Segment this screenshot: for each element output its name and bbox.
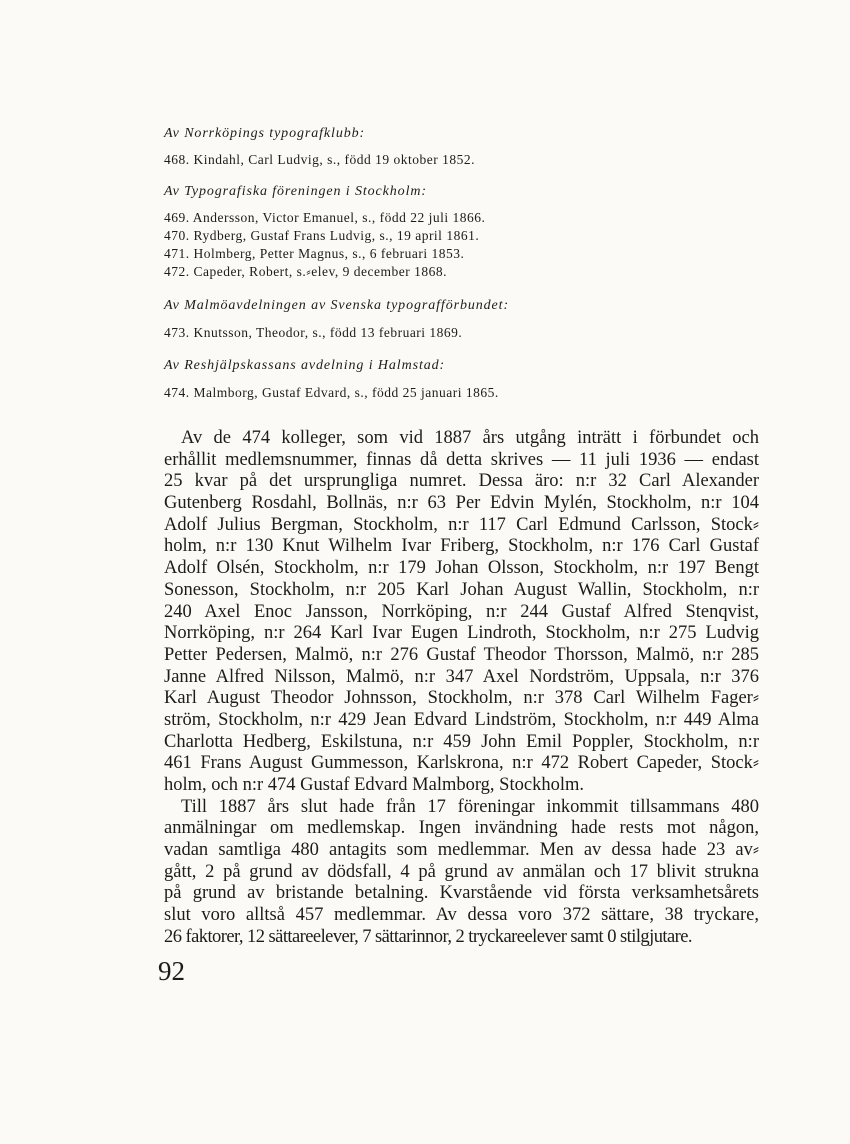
paragraph-line: holm, och n:r 474 Gustaf Edvard Malmborg, Stockholm. [164,775,584,795]
section-heading-stockholm: Av Typografiska föreningen i Stockholm: [164,184,427,199]
paragraph-line: vadan samtliga 480 antagits som medlemmar. Men av dessa hade 23 av⸗ [164,840,759,861]
paragraph-line: holm, n:r 130 Knut Wilhelm Ivar Friberg, Stockholm, n:r 176 Carl Gustaf [164,536,759,557]
section-heading-halmstad: Av Reshjälpskassans avdelning i Halmstad: [164,358,446,373]
member-entry-473: 473. Knutsson, Theodor, s., född 13 februari 1869. [164,325,463,340]
member-entry-474: 474. Malmborg, Gustaf Edvard, s., född 25 januari 1865. [164,385,499,400]
paragraph-line: Sonesson, Stockholm, n:r 205 Karl Johan August Wallin, Stockholm, n:r [164,579,759,600]
paragraph-line: Adolf Olsén, Stockholm, n:r 179 Johan Olsson, Stockholm, n:r 197 Bengt [164,558,759,579]
page-number: 92 [158,956,185,986]
section-heading-norrkoping: Av Norrköpings typografklubb: [164,126,366,141]
paragraph-year-end-summary [164,797,759,949]
body-text [164,428,759,949]
paragraph-line: Av de 474 kolleger, som vid 1887 års utgång inträtt i förbundet och [181,428,759,448]
member-entry-469: 469. Andersson, Victor Emanuel, s., född 22 juli 1866. [164,210,486,225]
paragraph-line: erhållit medlemsnummer, finnas då detta skrives — 11 juli 1936 — endast [164,449,759,470]
member-entry-472: 472. Capeder, Robert, s.⸗elev, 9 december 1868. [164,264,447,279]
paragraph-line: Charlotta Hedberg, Eskilstuna, n:r 459 John Emil Poppler, Stockholm, n:r [164,731,759,752]
paragraph-line: ström, Stockholm, n:r 429 Jean Edvard Lindström, Stockholm, n:r 449 Alma [164,709,759,730]
member-entry-470: 470. Rydberg, Gustaf Frans Ludvig, s., 19 april 1861. [164,228,480,243]
paragraph-line: 461 Frans August Gummesson, Karlskrona, n:r 472 Robert Capeder, Stock⸗ [164,753,759,774]
paragraph-line: Adolf Julius Bergman, Stockholm, n:r 117 Carl Edmund Carlsson, Stock⸗ [164,514,759,535]
paragraph-line: Till 1887 års slut hade från 17 föreningar inkommit tillsammans 480 [181,796,759,817]
member-entry-471: 471. Holmberg, Petter Magnus, s., 6 februari 1853. [164,246,465,261]
section-heading-malmo: Av Malmöavdelningen av Svenska typografförbundet: [164,298,510,313]
paragraph-line: Gutenberg Rosdahl, Bollnäs, n:r 63 Per Edvin Mylén, Stockholm, n:r 104 [164,493,759,514]
paragraph-line: gått, 2 på grund av dödsfall, 4 på grund av anmälan och 17 blivit strukna [164,861,759,882]
paragraph-line: Karl August Theodor Johnsson, Stockholm, n:r 378 Carl Wilhelm Fager⸗ [164,688,759,709]
paragraph-line: anmälningar om medlemskap. Ingen invändning hade rests mot någon, [164,818,759,839]
paragraph-remaining-members [164,428,759,797]
paragraph-line: Janne Alfred Nilsson, Malmö, n:r 347 Axel Nordström, Uppsala, n:r 376 [164,666,759,687]
paragraph-line: Norrköping, n:r 264 Karl Ivar Eugen Lindroth, Stockholm, n:r 275 Ludvig [164,623,759,644]
member-entry-468: 468. Kindahl, Carl Ludvig, s., född 19 oktober 1852. [164,152,475,167]
paragraph-line: Petter Pedersen, Malmö, n:r 276 Gustaf Theodor Thorsson, Malmö, n:r 285 [164,644,759,665]
paragraph-line: på grund av bristande betalning. Kvarstående vid första verksamhetsårets [164,883,759,904]
paragraph-line: 240 Axel Enoc Jansson, Norrköping, n:r 244 Gustaf Alfred Stenqvist, [164,601,759,622]
paragraph-line: 25 kvar på det ursprungliga numret. Dessa äro: n:r 32 Carl Alexander [164,471,759,492]
paragraph-line: 26 faktorer, 12 sättareelever, 7 sättarinnor, 2 tryckareelever samt 0 stilgjutare. [164,926,692,947]
paragraph-line: slut voro alltså 457 medlemmar. Av dessa voro 372 sättare, 38 tryckare, [164,905,759,926]
